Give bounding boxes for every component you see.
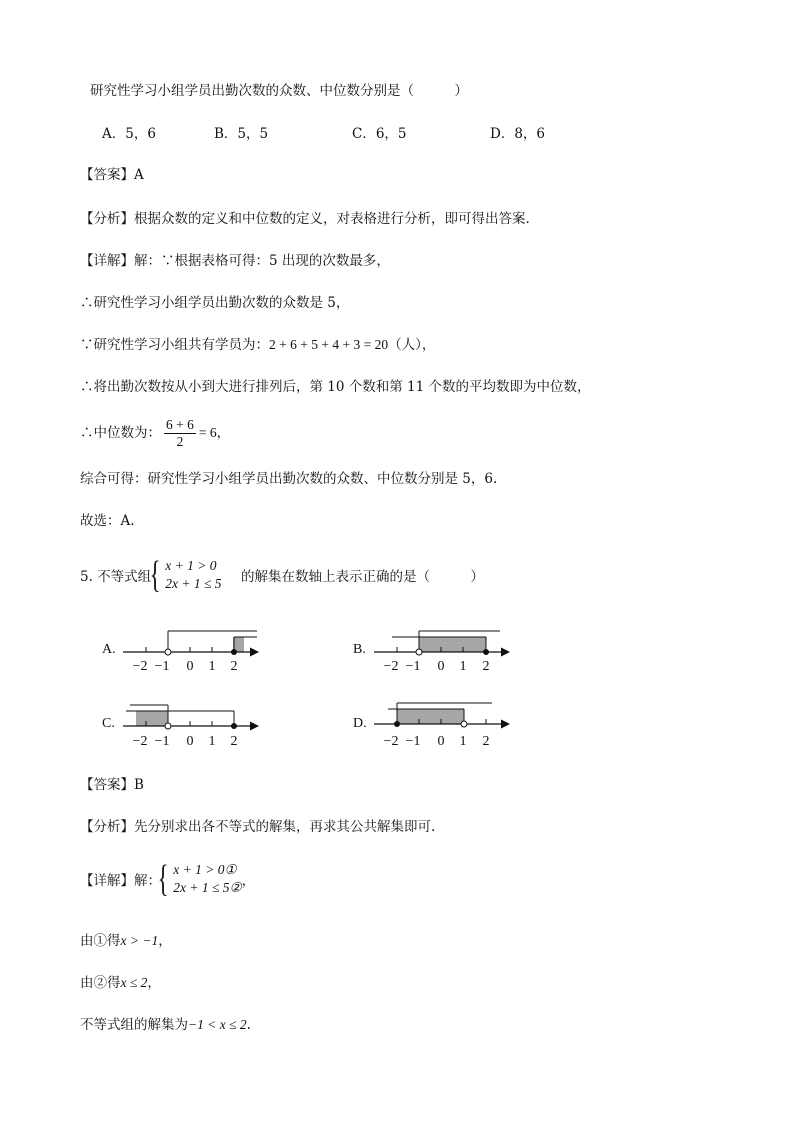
q5-from-2-result: x ≤ 2	[120, 975, 148, 990]
open-dot-b	[416, 649, 422, 655]
tick-label: −1	[154, 734, 170, 749]
tick-label: 1	[208, 734, 216, 749]
number-line-a[interactable]	[123, 631, 258, 674]
q5-ineq-1: x + 1 > 0	[165, 558, 217, 573]
q5-solution-set: −1 < x ≤ 2	[188, 1017, 247, 1032]
q5-from-2-label: 由②得	[80, 975, 121, 991]
shade-d	[397, 709, 464, 724]
open-dot-c	[165, 723, 171, 729]
q4-option-d[interactable]: D．8，6	[490, 126, 546, 142]
q4-choose: 故选：A.	[80, 513, 135, 529]
q5-option-c-label[interactable]: C.	[102, 716, 115, 731]
q5-from-1-label: 由①得	[80, 933, 121, 949]
tick-label: −1	[405, 659, 421, 674]
q4-detail-6: 综合可得：研究性学习小组学员出勤次数的众数、中位数分别是 5，6.	[80, 471, 498, 487]
q4-option-a[interactable]: A．5，6	[102, 126, 156, 142]
q5-solution	[80, 1016, 251, 1034]
q4-median-result: = 6，	[198, 425, 231, 440]
q5-from-1-result: x > −1	[120, 933, 159, 948]
tick-label: −2	[132, 734, 148, 749]
q5-sys-1: x + 1 > 0①	[173, 862, 237, 877]
q4-detail-4: ∴将出勤次数按从小到大进行排列后，第 10 个数和第 11 个数的平均数即为中位数，	[80, 379, 591, 395]
q5-solution-label: 不等式组的解集为	[80, 1017, 188, 1033]
q4-median-numerator: 6 + 6	[166, 417, 194, 432]
q4-total-formula: 2 + 6 + 5 + 4 + 3 = 20	[269, 337, 389, 352]
q5-stem-a: 5. 不等式组	[80, 569, 152, 585]
q5-option-b-label[interactable]: B.	[353, 642, 366, 657]
q4-median-label: ∴中位数为：	[80, 425, 161, 441]
ticks-a	[146, 647, 212, 652]
closed-dot-c	[231, 723, 237, 729]
tick-label: −2	[132, 659, 148, 674]
closed-dot-a	[231, 649, 237, 655]
open-dot-d	[461, 721, 467, 727]
number-line-d[interactable]	[374, 703, 509, 749]
tick-label: 0	[437, 659, 445, 674]
q5-from-2-tail: ，	[147, 975, 161, 991]
tick-label: 2	[482, 734, 490, 749]
q5-option-a-label[interactable]: A.	[102, 642, 116, 657]
q4-option-b[interactable]: B．5，5	[214, 126, 269, 142]
closed-dot-b	[483, 649, 489, 655]
q5-stem-b: 的解集在数轴上表示正确的是（ ）	[241, 569, 484, 585]
q5-sys-2: 2x + 1 ≤ 5②	[173, 880, 242, 895]
q5-solution-tail: .	[246, 1017, 251, 1033]
q4-detail-3-unit: （人），	[388, 337, 436, 353]
tick-label: 2	[230, 734, 238, 749]
tick-label: 1	[459, 659, 467, 674]
q4-detail-1: 【详解】解：∵根据表格可得：5 出现的次数最多，	[80, 253, 390, 269]
q5-from-2	[80, 974, 161, 992]
q4-answer: 【答案】A	[80, 167, 144, 183]
tick-label: −1	[405, 734, 421, 749]
tick-label: 1	[208, 659, 216, 674]
tick-label: 2	[482, 659, 490, 674]
q4-analysis: 【分析】根据众数的定义和中位数的定义，对表格进行分析，即可得出答案.	[80, 211, 530, 227]
tick-label: 0	[186, 659, 194, 674]
q5-from-1	[80, 932, 172, 950]
shade-b	[419, 637, 486, 652]
tick-label: 1	[459, 734, 467, 749]
q4-detail-2: ∴研究性学习小组学员出勤次数的众数是 5，	[80, 295, 350, 311]
tick-label: 2	[230, 659, 238, 674]
q5-option-d-label[interactable]: D.	[353, 716, 367, 731]
tick-label: −1	[154, 659, 170, 674]
tick-label: 0	[437, 734, 445, 749]
q5-detail-system	[154, 860, 255, 898]
tick-label: −2	[383, 734, 399, 749]
q5-detail-label: 【详解】解：	[80, 873, 161, 889]
q4-stem: 研究性学习小组学员出勤次数的众数、中位数分别是（ ）	[90, 83, 468, 99]
q5-answer: 【答案】B	[80, 777, 144, 793]
number-line-c[interactable]	[123, 705, 258, 749]
q5-ineq-2: 2x + 1 ≤ 5	[165, 576, 222, 591]
shade-c	[136, 711, 168, 726]
brace-icon: {	[157, 858, 169, 900]
open-dot-a	[165, 649, 171, 655]
closed-dot-d1	[394, 721, 400, 727]
q5-from-1-tail: ，	[158, 933, 172, 949]
q4-detail-3-text: ∵研究性学习小组共有学员为：	[80, 337, 269, 353]
q4-median-denominator: 2	[176, 434, 184, 449]
brace-icon: {	[149, 554, 161, 596]
tick-label: −2	[383, 659, 399, 674]
tick-label: 0	[186, 734, 194, 749]
q5-analysis: 【分析】先分别求出各不等式的解集，再求其公共解集即可.	[80, 819, 436, 835]
q5-sys-tail: ，	[241, 873, 256, 889]
number-line-b[interactable]	[374, 631, 509, 674]
q4-option-c[interactable]: C．6，5	[352, 126, 407, 142]
